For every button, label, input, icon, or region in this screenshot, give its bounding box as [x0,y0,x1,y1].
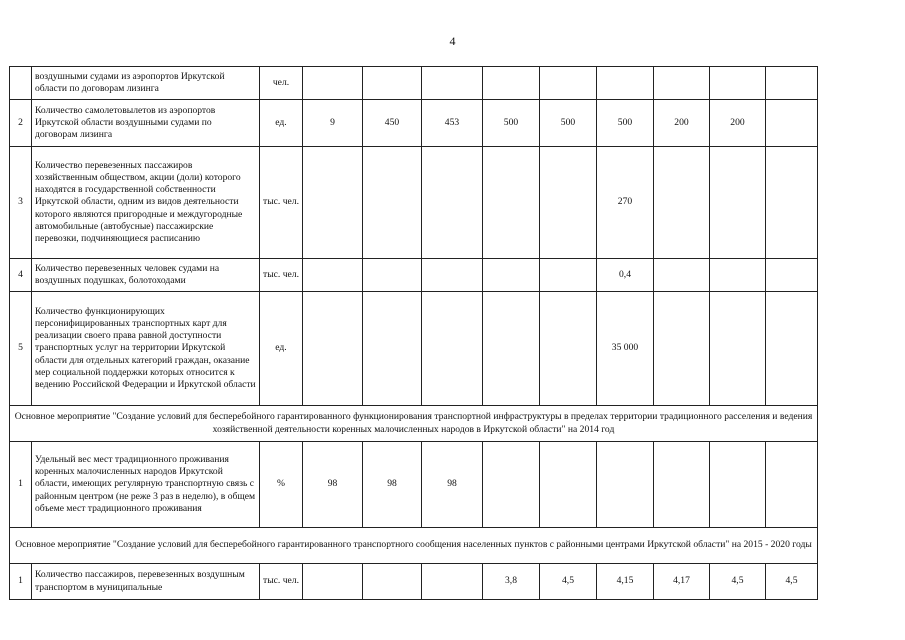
value-cell [303,292,363,406]
value-cell [422,259,483,292]
value-cell [766,147,818,259]
row-number: 3 [10,147,32,259]
value-cell [766,259,818,292]
value-cell: 450 [363,100,422,147]
value-cell: 500 [483,100,540,147]
value-cell: 0,4 [597,259,654,292]
table-body [10,67,818,600]
value-cell: 200 [654,100,710,147]
table-row [10,100,818,147]
value-cell [654,67,710,100]
value-cell: 9 [303,100,363,147]
row-number: 1 [10,442,32,528]
value-cell [422,147,483,259]
value-cell: 98 [422,442,483,528]
value-cell: 4,17 [654,564,710,600]
value-cell: 4,15 [597,564,654,600]
indicator-description: Количество функционирующих персонифицированных транспортных карт для реализации своего права равной доступности транспортных услуг на территории Иркутской области для отдельных категорий граждан, оказание мер социальной поддержки которых относится к ведению Российской Федерации и Иркутской области [32,292,260,406]
value-cell: 98 [303,442,363,528]
value-cell [710,442,766,528]
value-cell [303,259,363,292]
value-cell [654,259,710,292]
section-row [10,406,818,442]
value-cell [710,292,766,406]
row-number [10,67,32,100]
value-cell [303,564,363,600]
indicator-description: воздушными судами из аэропортов Иркутской области по договорам лизинга [32,67,260,100]
section-heading: Основное мероприятие "Создание условий для бесперебойного гарантированного транспортного сообщения населенных пунктов с районными центрами Иркутской области" на 2015 - 2020 годы [10,528,818,564]
value-cell [363,147,422,259]
value-cell [654,147,710,259]
page-number: 4 [449,34,456,48]
indicators-table [9,66,818,600]
value-cell [766,100,818,147]
value-cell [422,292,483,406]
value-cell [540,442,597,528]
row-number: 4 [10,259,32,292]
value-cell [422,67,483,100]
value-cell [303,67,363,100]
indicator-description: Удельный вес мест традиционного проживания коренных малочисленных народов Иркутской области, имеющих регулярную транспортную связь с районным центром (не реже 3 раз в неделю), в общем объеме мест традиционного проживания [32,442,260,528]
value-cell: 200 [710,100,766,147]
value-cell [483,442,540,528]
value-cell [483,67,540,100]
unit-cell: чел. [260,67,303,100]
unit-cell: тыс. чел. [260,147,303,259]
indicator-description: Количество перевезенных пассажиров хозяйственным обществом, акции (доли) которого находятся в государственной собственности Иркутской области, одним из видов деятельности которого являются пригородные и междугородные автомобильные (автобусные) пассажирские перевозки, подчиняющиеся расписанию [32,147,260,259]
value-cell [597,442,654,528]
unit-cell: тыс. чел. [260,259,303,292]
value-cell [766,67,818,100]
value-cell: 4,5 [766,564,818,600]
value-cell: 500 [597,100,654,147]
indicator-description: Количество самолетовылетов из аэропортов Иркутской области воздушными судами по договорам лизинга [32,100,260,147]
value-cell [540,259,597,292]
value-cell [483,147,540,259]
value-cell [303,147,363,259]
unit-cell: тыс. чел. [260,564,303,600]
indicator-description: Количество пассажиров, перевезенных воздушным транспортом в муниципальные [32,564,260,600]
section-row [10,528,818,564]
value-cell [654,292,710,406]
table-row [10,147,818,259]
value-cell [766,292,818,406]
row-number: 2 [10,100,32,147]
value-cell: 4,5 [710,564,766,600]
unit-cell: ед. [260,100,303,147]
table-row [10,292,818,406]
row-number: 1 [10,564,32,600]
value-cell: 35 000 [597,292,654,406]
value-cell: 98 [363,442,422,528]
section-heading: Основное мероприятие "Создание условий для бесперебойного гарантированного функционирования транспортной инфраструктуры в пределах территории традиционного расселения и ведения хозяйственной деятельности коренных малочисленных народов в Иркутской области" на 2014 год [10,406,818,442]
table-row [10,67,818,100]
value-cell [483,259,540,292]
value-cell: 270 [597,147,654,259]
value-cell [710,259,766,292]
unit-cell: ед. [260,292,303,406]
value-cell [710,147,766,259]
value-cell [710,67,766,100]
value-cell [483,292,540,406]
value-cell: 500 [540,100,597,147]
value-cell [363,259,422,292]
row-number: 5 [10,292,32,406]
value-cell: 453 [422,100,483,147]
value-cell [654,442,710,528]
value-cell: 3,8 [483,564,540,600]
value-cell [540,67,597,100]
value-cell [363,292,422,406]
unit-cell: % [260,442,303,528]
value-cell [422,564,483,600]
value-cell [363,564,422,600]
value-cell [540,147,597,259]
table-row [10,564,818,600]
table-row [10,442,818,528]
value-cell [766,442,818,528]
value-cell [540,292,597,406]
value-cell [363,67,422,100]
table-row [10,259,818,292]
indicator-description: Количество перевезенных человек судами на воздушных подушках, болотоходами [32,259,260,292]
value-cell [597,67,654,100]
value-cell: 4,5 [540,564,597,600]
